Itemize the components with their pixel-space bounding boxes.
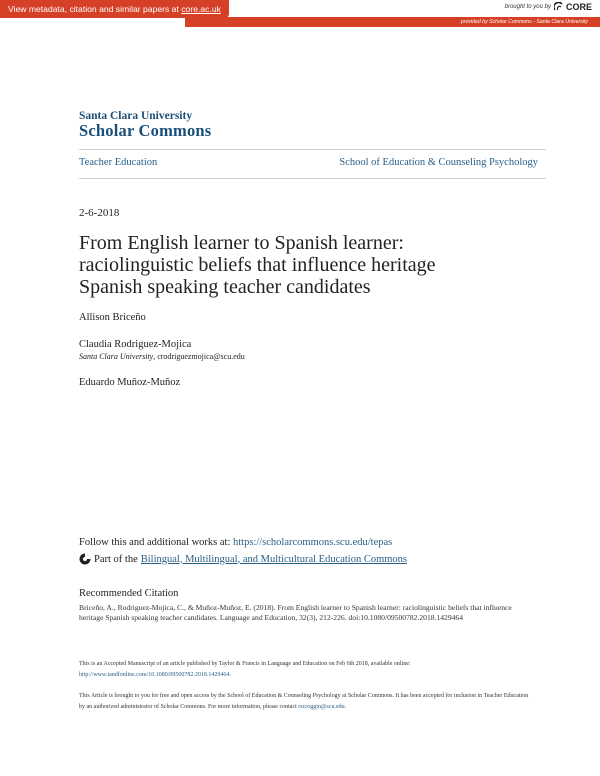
doi-link[interactable]: http://www.tandfonline.com/10.1080/09500782.2018.1429464. [79, 672, 231, 678]
access-end: . [344, 704, 347, 710]
accepted-text: This is an Accepted Manuscript of an article published by Taylor & Francis in Language and Education on Feb 6th 2018, available online: [79, 661, 411, 667]
brought-by-text: brought to you by [504, 4, 551, 10]
author-2-affiliation: Santa Clara University, crodriguezmojica@scu.edu [79, 352, 245, 361]
publication-date: 2-6-2018 [79, 207, 120, 219]
follow-line [79, 537, 392, 548]
part-of-line [79, 553, 407, 565]
affiliation-name: Santa Clara University [79, 352, 154, 361]
repository-name[interactable]: Scholar Commons [79, 121, 212, 140]
core-banner [0, 0, 600, 28]
core-domain-link[interactable]: core.ac.uk [181, 4, 221, 14]
core-brought-by[interactable] [505, 2, 592, 12]
core-link-text: View metadata, citation and similar papers at [8, 4, 182, 14]
nav-teacher-education[interactable]: Teacher Education [79, 157, 158, 168]
citation-text: Briceño, A., Rodriguez-Mojica, C., & Muñoz-Muñoz, E. (2018). From English learner to Spanish learner: raciolinguistic beliefs that influence heritage Spanish speaking teacher candidates. Language and Education, 32(3), 212-226. doi:10.1080/09500782.2018.1429464 [79, 603, 512, 622]
follow-label: Follow this and additional works at: [79, 537, 233, 548]
author-1[interactable]: Allison Briceño [79, 312, 146, 323]
commons-network-icon [79, 553, 91, 565]
provided-by-text: provided by Scholar Commons - Santa Clara University [460, 19, 588, 25]
open-access-note [79, 691, 529, 713]
divider-bottom [79, 178, 546, 179]
contact-email-link[interactable]: rscroggin@scu.edu [298, 704, 345, 710]
divider-top [79, 149, 546, 150]
author-email: crodriguezmojica@scu.edu [157, 352, 245, 361]
discipline-commons-link[interactable]: Bilingual, Multilingual, and Multicultural Education Commons [140, 553, 408, 565]
core-metadata-link[interactable] [0, 0, 229, 18]
article-title: From English learner to Spanish learner: raciolinguistic beliefs that influence heritage Spanish speaking teacher candidates [79, 232, 436, 298]
core-logo-icon [554, 2, 564, 12]
nav-school-of-education[interactable]: School of Education & Counseling Psychology [339, 157, 538, 168]
part-of-label: Part of the [94, 553, 138, 565]
follow-link[interactable]: https://scholarcommons.scu.edu/tepas [233, 537, 393, 548]
access-text: This Article is brought to you for free and open access by the School of Education & Counseling Psychology at Scholar Commons. It has been accepted for inclusion in Teacher Education by an authorized administrator of Scholar Commons. For more information, please contact [79, 693, 529, 710]
accepted-manuscript-note [79, 659, 529, 681]
recommended-citation-heading: Recommended Citation [79, 588, 179, 599]
core-logo-text: CORE [565, 2, 592, 12]
author-2[interactable]: Claudia Rodriguez-Mojica [79, 339, 192, 350]
author-3[interactable]: Eduardo Muñoz-Muñoz [79, 377, 181, 388]
provided-by-bar [185, 17, 600, 27]
university-name[interactable]: Santa Clara University [79, 110, 193, 122]
core-logo[interactable] [554, 2, 592, 12]
